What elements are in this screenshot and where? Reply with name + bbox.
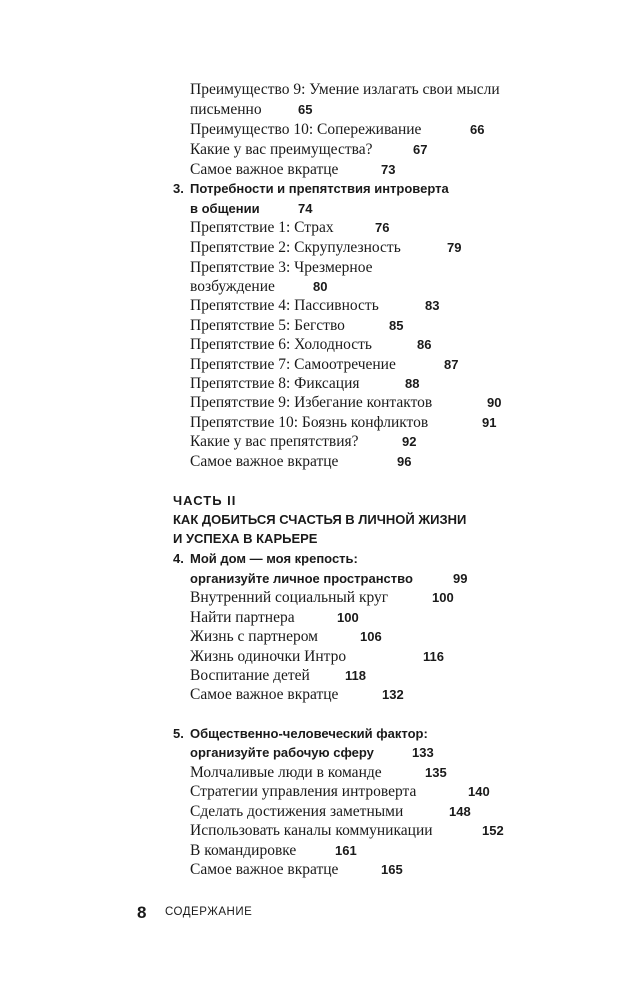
page-number: 73	[381, 162, 396, 177]
part-title: И УСПЕХА В КАРЬЕРЕ	[173, 531, 318, 546]
toc-entry: Найти партнера	[190, 609, 295, 626]
page-number: 100	[432, 590, 454, 605]
chapter-title: Потребности и препятствия интроверта	[190, 181, 449, 196]
page-number: 67	[413, 142, 428, 157]
page-number: 85	[389, 318, 404, 333]
page-number: 76	[375, 220, 390, 235]
toc-entry: Препятствие 5: Бегство	[190, 317, 345, 334]
footer-page-number: 8	[137, 903, 147, 922]
toc-entry: Стратегии управления интроверта	[190, 783, 417, 800]
toc-entry: Какие у вас препятствия?	[190, 433, 359, 450]
toc-entry: Препятствие 9: Избегание контактов	[190, 394, 433, 411]
toc-entry	[190, 120, 421, 140]
toc-entry: Самое важное вкратце	[190, 453, 339, 470]
page-number: 79	[447, 240, 462, 255]
footer-section-label: СОДЕРЖАНИЕ	[165, 906, 253, 918]
toc-entry	[190, 160, 338, 180]
toc-entry: Препятствие 8: Фиксация	[190, 375, 360, 392]
page-number: 96	[397, 454, 412, 469]
page-number: 92	[402, 434, 417, 449]
page-number: 99	[453, 571, 468, 586]
toc-entry: Воспитание детей	[190, 667, 310, 684]
toc-entry: Препятствие 1: Страх	[190, 219, 334, 236]
toc-entry: Сделать достижения заметными	[190, 803, 404, 820]
entry-text: Преимущество 10: Сопереживание	[190, 121, 422, 138]
page-number: 165	[381, 862, 403, 877]
page-number: 74	[298, 201, 313, 216]
toc-entry: Жизнь с партнером	[190, 628, 318, 645]
chapter-number: 5.	[173, 726, 184, 741]
page-number: 65	[298, 102, 313, 117]
page-number: 133	[412, 745, 434, 760]
page-number: 152	[482, 823, 504, 838]
toc-entry: Молчаливые люди в команде	[190, 764, 382, 781]
toc-entry: Внутренний социальный круг	[190, 589, 389, 606]
chapter-number: 3.	[173, 181, 184, 196]
chapter-title: в общении	[190, 201, 260, 216]
page-number: 80	[313, 279, 328, 294]
toc-entry	[190, 80, 500, 100]
entry-text: письменно	[190, 101, 262, 118]
toc-entry	[190, 100, 262, 120]
entry-text: Какие у вас преимущества?	[190, 141, 373, 158]
chapter-title: Общественно-человеческий фактор:	[190, 726, 428, 741]
toc-entry: Препятствие 7: Самоотречение	[190, 356, 396, 373]
entry-text: Самое важное вкратце	[190, 161, 339, 178]
page-number: 88	[405, 376, 420, 391]
toc-entry: Препятствие 6: Холодность	[190, 336, 373, 353]
chapter-title: организуйте рабочую сферу	[190, 745, 374, 760]
page-number: 100	[337, 610, 359, 625]
page-number: 86	[417, 337, 432, 352]
toc-entry: Препятствие 2: Скрупулезность	[190, 239, 401, 256]
toc-entry: Использовать каналы коммуникации	[190, 822, 433, 839]
toc-entry: Жизнь одиночки Интро	[190, 648, 347, 665]
chapter-title: Мой дом — моя крепость:	[190, 551, 358, 566]
toc-entry: Самое важное вкратце	[190, 686, 339, 703]
page-number: 161	[335, 843, 357, 858]
page-number: 148	[449, 804, 471, 819]
chapter-number: 4.	[173, 551, 184, 566]
part-label: ЧАСТЬ II	[173, 493, 237, 508]
page-number: 140	[468, 784, 490, 799]
page-number: 135	[425, 765, 447, 780]
page-number: 83	[425, 298, 440, 313]
toc-entry: Самое важное вкратце	[190, 861, 339, 878]
page-number: 106	[360, 629, 382, 644]
chapter-title: организуйте личное пространство	[190, 571, 413, 586]
page-number: 90	[487, 395, 502, 410]
page-number: 118	[345, 668, 366, 683]
part-title: КАК ДОБИТЬСЯ СЧАСТЬЯ В ЛИЧНОЙ ЖИЗНИ	[173, 512, 467, 527]
page-number: 87	[444, 357, 459, 372]
toc-entry: В командировке	[190, 842, 297, 859]
toc-entry: Препятствие 4: Пассивность	[190, 297, 379, 314]
toc-entry: Препятствие 3: Чрезмерное	[190, 259, 373, 276]
page-number: 132	[382, 687, 404, 702]
page-number: 116	[423, 649, 444, 664]
toc-entry: Препятствие 10: Боязнь конфликтов	[190, 414, 429, 431]
entry-text: Преимущество 9: Умение излагать свои мысли	[190, 81, 500, 98]
toc-entry: возбуждение	[190, 278, 275, 295]
page-number: 91	[482, 415, 497, 430]
page-number: 66	[470, 122, 485, 137]
toc-entry	[190, 140, 372, 160]
